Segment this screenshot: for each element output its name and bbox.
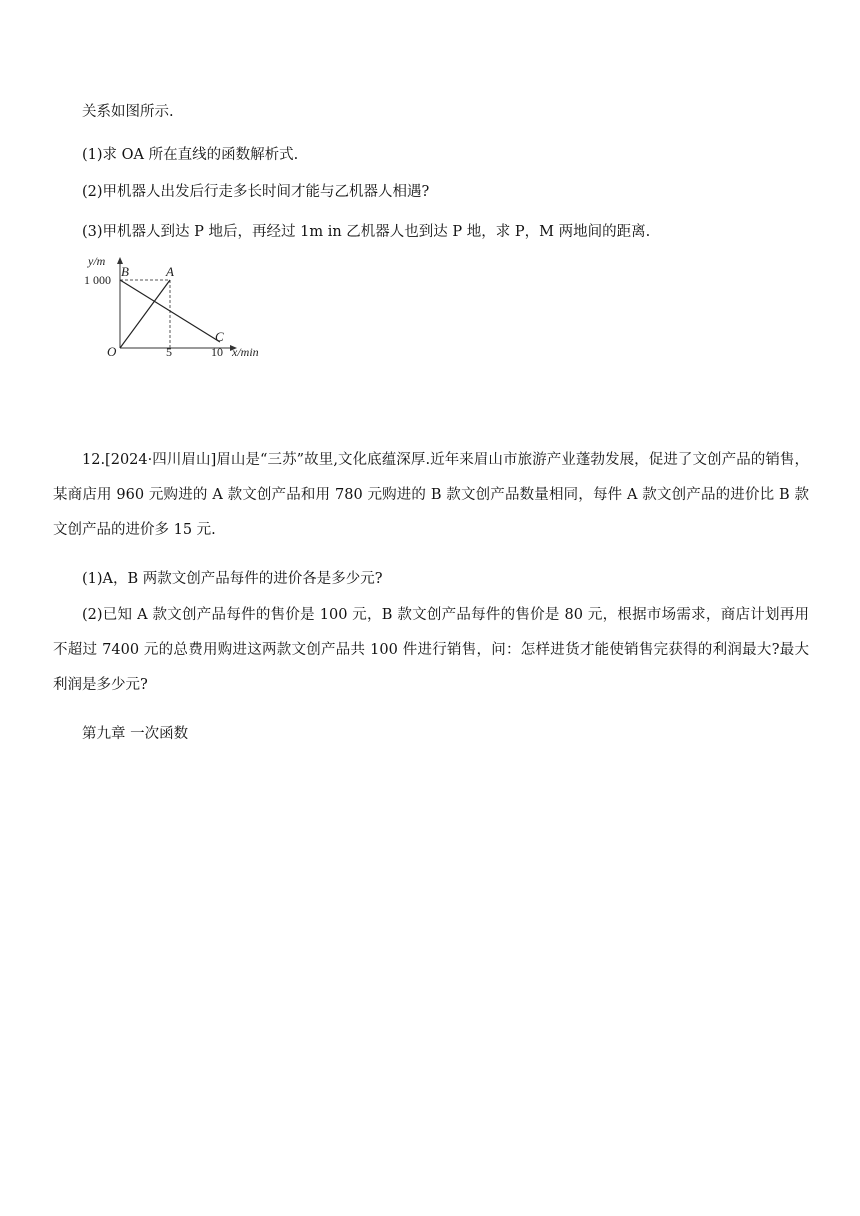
y-tick-1000: 1 000 bbox=[84, 273, 111, 287]
y-axis-label: y/m bbox=[88, 254, 106, 268]
problem11-question-1: (1)求 OA 所在直线的函数解析式. bbox=[82, 147, 299, 163]
point-b-label: B bbox=[121, 264, 129, 279]
distance-time-graph bbox=[82, 252, 282, 364]
problem11-intro-tail: 关系如图所示. bbox=[82, 104, 174, 120]
point-c-label: C bbox=[215, 329, 224, 344]
x-tick-5: 5 bbox=[166, 345, 172, 359]
line-oa bbox=[120, 280, 170, 348]
problem11-question-3: (3)甲机器人到达 P 地后，再经过 1m in 乙机器人也到达 P 地，求 P，M 两地间的距离. bbox=[82, 224, 651, 240]
problem12-question-1: (1)A，B 两款文创产品每件的进价各是多少元? bbox=[82, 571, 383, 587]
chapter-footer: 第九章 一次函数 bbox=[82, 726, 189, 742]
point-a-label: A bbox=[166, 264, 174, 279]
x-tick-10: 10 bbox=[211, 345, 223, 359]
problem12-question-2: (2)已知 A 款文创产品每件的售价是 100 元，B 款文创产品每件的售价是 80 元，根据市场需求，商店计划再用不超过 7400 元的总费用购进这两款文创产品共 100 件进行销售，问：怎样进货才能使销售完获得的利润最大?最大利润是多少元? bbox=[53, 607, 809, 693]
problem12-stem: 12.[2024·四川眉山]眉山是“三苏”故里,文化底蕴深厚.近年来眉山市旅游产业蓬勃发展，促进了文创产品的销售，某商店用 960 元购进的 A 款文创产品和用 780 元购进的 B 款文创产品数量相同，每件 A 款文创产品的进价比 B 款文创产品的进价多 15 元. bbox=[53, 452, 809, 538]
problem11-question-2: (2)甲机器人出发后行走多长时间才能与乙机器人相遇? bbox=[82, 184, 430, 200]
origin-label: O bbox=[107, 344, 117, 359]
x-axis-label: x/min bbox=[232, 345, 259, 359]
y-axis-arrow bbox=[117, 257, 123, 264]
